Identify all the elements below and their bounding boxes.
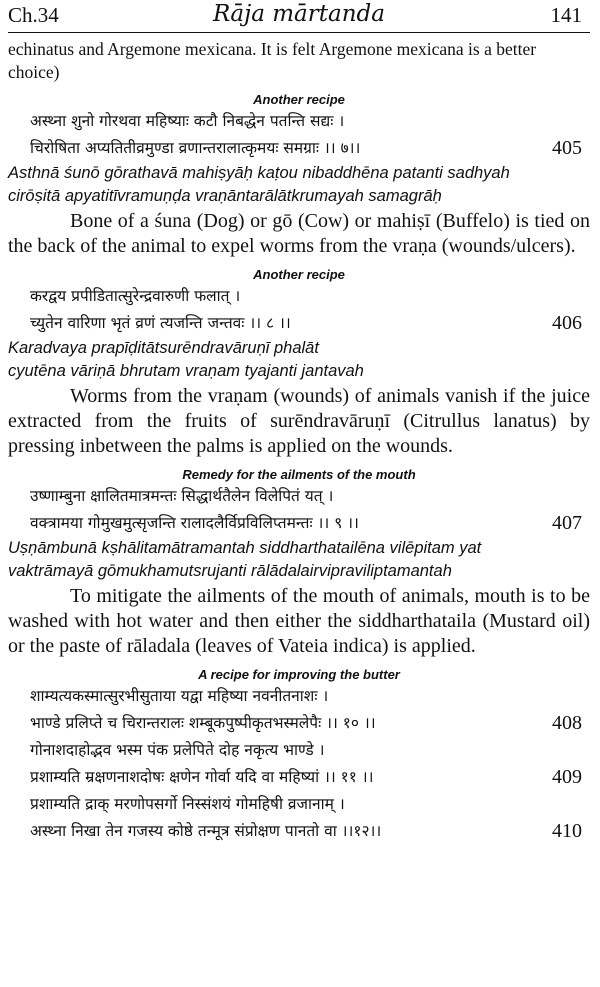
verse-text: शाम्यत्यकस्मात्सुरभीसुताया यद्वा महिष्या नवनीतनाशः । (30, 687, 329, 705)
translation-paragraph: Worms from the vraṇam (wounds) of animals vanish if the juice extracted from the fruits of surēndravāruṇī (Citrullus lanatus) by pressing inbetween the palms is applied on the wounds. (8, 385, 590, 457)
verse-line (8, 683, 590, 710)
verse-line (8, 510, 590, 537)
verse-line (8, 310, 590, 337)
transliteration-line: Asthnā śunō gōrathavā mahiṣyāḥ kaṭou nibaddhēna patanti sadhyah (8, 164, 510, 182)
verse-text: प्रशाम्यति द्राक् मरणोपसर्गो निस्संशयं गोमहिषी व्रजानाम् । (30, 795, 345, 813)
verse-number: 408 (552, 712, 582, 734)
verse-text: करद्वय प्रपीडितात्सुरेन्द्रवारुणी फलात् । (30, 287, 241, 305)
transliteration-line: Uṣṇāmbunā kṣhālitamātramantah siddharthatailēna vilēpitam yat (8, 539, 482, 557)
verse-text: चिरोषिता अप्यतितीव्रमुण्डा व्रणान्तरालात्कृमयः समग्राः ।। ७।। (30, 139, 361, 157)
verse-number: 405 (552, 137, 582, 159)
transliteration-line: vaktrāmayā gōmukhamutsrujanti rālādalairvipraviliptamantah (8, 562, 452, 580)
verse-line (8, 483, 590, 510)
verse-number: 407 (552, 512, 582, 534)
section-heading: Another recipe (253, 267, 345, 282)
verse-line (8, 764, 590, 791)
verse-line (8, 283, 590, 310)
verse-text: अस्थ्ना निखा तेन गजस्य कोष्ठे तन्मूत्र संप्रोक्षण पानतो वा ।।१२।। (30, 822, 382, 840)
verse-line (8, 135, 590, 162)
intro-text: echinatus and Argemone mexicana. It is felt Argemone mexicana is a better choice) (8, 39, 537, 82)
verse-text: भाण्डे प्रलिप्ते च चिरान्तरालः शम्बूकपुष्पीकृतभस्मलेपैः ।। १० ।। (30, 714, 376, 732)
book-title: Rāja mārtanda (213, 1, 385, 27)
translation-paragraph: Bone of a śuna (Dog) or gō (Cow) or mahiṣī (Buffelo) is tied on the back of the animal to expel worms from the vraṇa (wounds/ulcers). (8, 210, 590, 257)
verse-line (8, 791, 590, 818)
verse-line (8, 737, 590, 764)
verse-text: च्युतेन वारिणा भृतं व्रणं त्यजन्ति जन्तवः ।। ८ ।। (30, 314, 291, 332)
verse-line (8, 818, 590, 845)
transliteration-line: cyutēna vāriṇā bhrutam vraṇam tyajanti jantavah (8, 362, 364, 380)
verse-text: प्रशाम्यति म्रक्षणनाशदोषः क्षणेन गोर्वा यदि वा महिष्यां ।। ११ ।। (30, 768, 374, 786)
verse-text: गोनाशदाहोद्भव भस्म पंक प्रलेपिते दोह नकृत्य भाण्डे । (30, 741, 325, 759)
verse-text: वक्त्रामया गोमुखमुत्सृजन्ति रालादलैर्विप्रविलिप्तमन्तः ।। ९ ।। (30, 514, 359, 532)
section-heading: Another recipe (253, 92, 345, 107)
page-number: 141 (550, 3, 582, 27)
verse-number: 406 (552, 312, 582, 334)
running-header (8, 0, 590, 33)
verse-line (8, 108, 590, 135)
transliteration-line: Karadvaya prapīḍitātsurēndravāruṇī phalāt (8, 339, 319, 357)
transliteration-line: cirōṣitā apyatitīvramuṇḍa vraṇāntarālātkrumayah samagrāḥ (8, 187, 442, 205)
chapter-label: Ch.34 (8, 3, 59, 27)
verse-line (8, 710, 590, 737)
section-heading: Remedy for the ailments of the mouth (182, 467, 416, 482)
verse-number: 409 (552, 766, 582, 788)
section-heading: A recipe for improving the butter (198, 667, 400, 682)
translation-paragraph: To mitigate the ailments of the mouth of animals, mouth is to be washed with hot water and then either the siddharthataila (Mustard oil) or the paste of rāladala (leaves of Vateia indica) is applied. (8, 585, 590, 657)
verse-text: उष्णाम्बुना क्षालितमात्रमन्तः सिद्धार्थतैलेन विलेपितं यत् । (30, 487, 334, 505)
verse-text: अस्थ्ना शुनो गोरथवा महिष्याः कटौ निबद्धेन पतन्ति सद्यः । (30, 112, 345, 130)
verse-number: 410 (552, 820, 582, 842)
